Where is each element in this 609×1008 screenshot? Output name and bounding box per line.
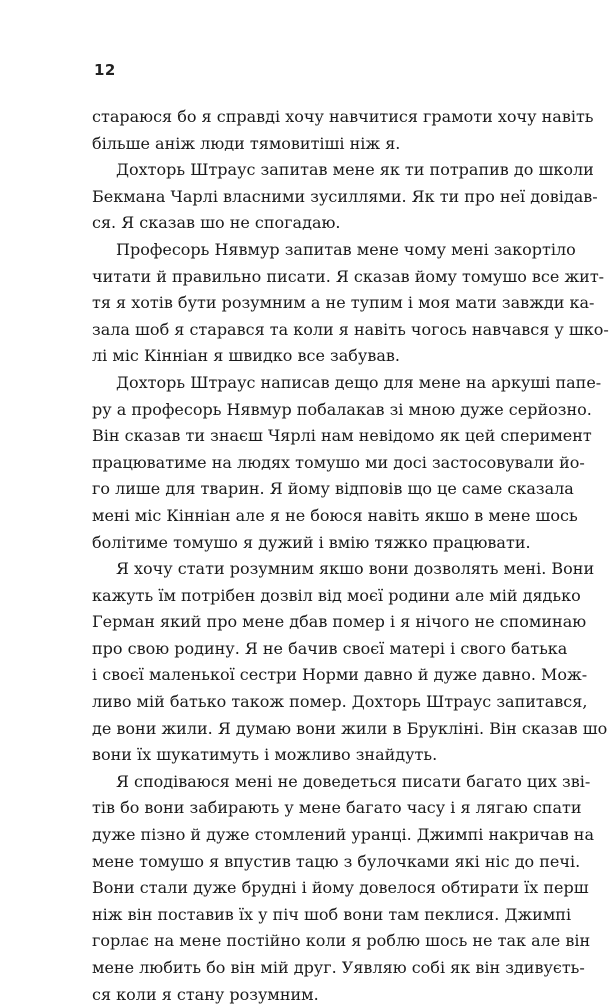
text-line: і своєї маленької сестри Норми давно й дуже давно. Мож-: [92, 665, 588, 685]
text-line: Я сподіваюся мені не доведеться писати багато цих зві-: [116, 771, 591, 791]
paragraph: [92, 104, 594, 157]
text-line: Я хочу стати розумним якшо вони дозволять мені. Вони: [116, 559, 595, 579]
text-line: мене любить бо він мій друг. Уявляю собі як він здивуєть-: [92, 958, 585, 977]
text-line: Професорь Нявмур запитав мене чому мені закортіло: [116, 239, 576, 259]
text-line: Дохторь Штраус запитав мене як ти потрапив до школи: [116, 160, 594, 180]
text-line: Бекмана Чарлі власними зусиллями. Як ти про неї довідав-: [92, 186, 598, 206]
text-line: кажуть їм потрібен дозвіл від моєї родини але мій дядько: [92, 585, 581, 605]
text-line: стараюся бо я справді хочу навчитися грамоти хочу навіть: [92, 107, 594, 126]
text-line: про свою родину. Я не бачив своєї матері і свого батька: [92, 638, 568, 658]
text-line: ливо мій батько також помер. Дохторь Штраус запитався,: [92, 692, 588, 712]
text-line: ся коли я стану розумним.: [92, 984, 319, 1004]
text-line: ніж він поставив їх у піч шоб вони там пеклися. Джимпі: [92, 904, 572, 924]
text-line: мені міс Кінніан але я не боюся навіть якшо в мене шось: [92, 505, 578, 525]
paragraph: [92, 556, 608, 769]
text-line: ся. Я сказав шо не спогадаю.: [92, 213, 341, 233]
paragraph: [92, 769, 594, 1008]
text-line: тя я хотів бути розумним а не тупим і моя мати завжди ка-: [92, 293, 595, 313]
text-line: лі міс Кінніан я швидко все забував.: [92, 346, 400, 366]
text-line: Він сказав ти знаєш Чярлі нам невідомо як цей сперимент: [92, 426, 592, 446]
paragraph: [92, 237, 609, 370]
text-line: читати й правильно писати. Я сказав йому томушо все жит-: [92, 266, 605, 286]
text-line: горлає на мене постійно коли я роблю шось не так але він: [92, 931, 591, 951]
text-line: ру а професорь Нявмур побалакав зі мною дуже серйозно.: [92, 399, 592, 419]
text-line: Вони стали дуже брудні і йому довелося обтирати їх перш: [92, 878, 589, 898]
text-line: де вони жили. Я думаю вони жили в Брукліні. Він сказав шо: [92, 718, 608, 738]
body-text: [92, 104, 609, 1008]
text-line: Дохторь Штраус написав дещо для мене на аркуші папе-: [116, 372, 602, 392]
text-line: го лише для тварин. Я йому відповів що це саме сказала: [92, 479, 574, 499]
text-line: вони їх шукатимуть і можливо знайдуть.: [92, 745, 438, 765]
text-line: болітиме томушо я дужий і вмію тяжко працювати.: [92, 532, 531, 552]
text-line: тів бо вони забирають у мене багато часу і я лягаю спати: [92, 798, 582, 818]
text-line: працюватиме на людях томушо ми досі застосовували йо-: [92, 452, 585, 472]
text-line: більше аніж люди тямовитіші ніж я.: [92, 133, 401, 153]
paragraph: [92, 370, 602, 556]
paragraph: [92, 157, 598, 237]
text-line: дуже пізно й дуже стомлений уранці. Джимпі накричав на: [92, 825, 594, 845]
text-line: зала шоб я старався та коли я навіть чогось навчався у шко-: [92, 319, 609, 339]
text-line: Герман який про мене дбав помер і я нічого не споминаю: [92, 612, 587, 632]
page-number: 12: [94, 61, 116, 79]
text-line: мене томушо я впустив тацю з булочками які ніс до печі.: [92, 851, 581, 871]
